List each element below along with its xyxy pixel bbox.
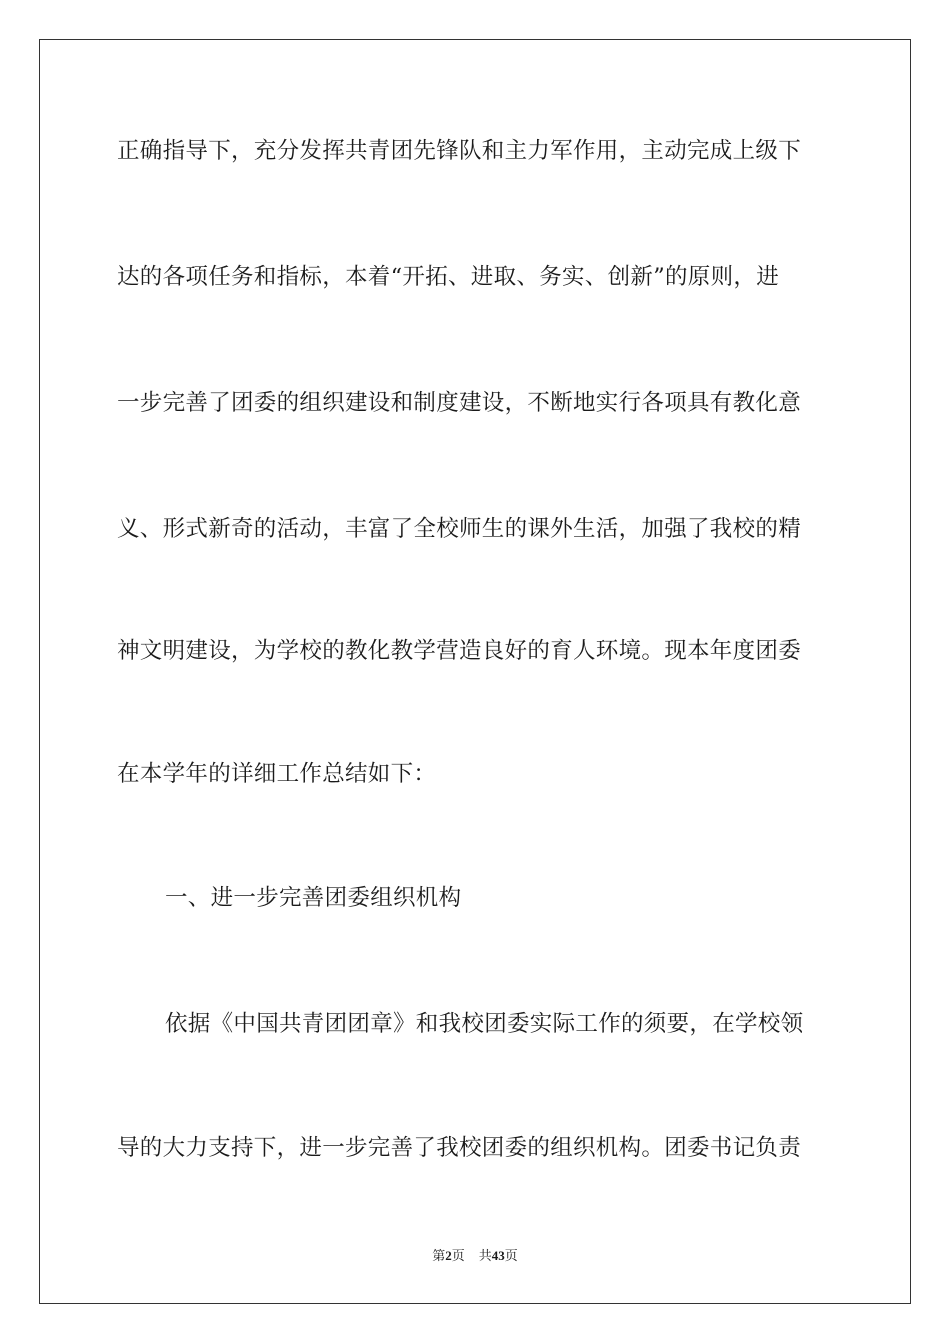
body-line-1: 正确指导下，充分发挥共青团先锋队和主力军作用，主动完成上级下 (117, 138, 802, 164)
total-suffix: 页 (504, 1248, 518, 1263)
page-footer (0, 1247, 950, 1265)
page-suffix: 页 (451, 1248, 465, 1263)
body-line-4: 义、形式新奇的活动，丰富了全校师生的课外生活，加强了我校的精 (117, 516, 802, 542)
section-line-2: 导的大力支持下，进一步完善了我校团委的组织机构。团委书记负责 (117, 1135, 802, 1161)
page-border (39, 39, 911, 1304)
page-prefix: 第 (432, 1248, 446, 1263)
body-line-5: 神文明建设，为学校的教化教学营造良好的育人环境。现本年度团委 (117, 638, 802, 664)
total-pages: 43 (491, 1248, 505, 1263)
total-prefix: 共 (478, 1248, 492, 1263)
section-line-1: 依据《中国共青团团章》和我校团委实际工作的须要，在学校领 (165, 1011, 804, 1037)
body-line-6: 在本学年的详细工作总结如下： (117, 761, 437, 787)
page-number: 2 (445, 1248, 452, 1263)
body-line-3: 一步完善了团委的组织建设和制度建设，不断地实行各项具有教化意 (117, 390, 802, 416)
body-line-2: 达的各项任务和指标，本着“开拓、进取、务实、创新”的原则，进 (117, 264, 780, 290)
section-heading: 一、进一步完善团委组织机构 (165, 885, 462, 911)
